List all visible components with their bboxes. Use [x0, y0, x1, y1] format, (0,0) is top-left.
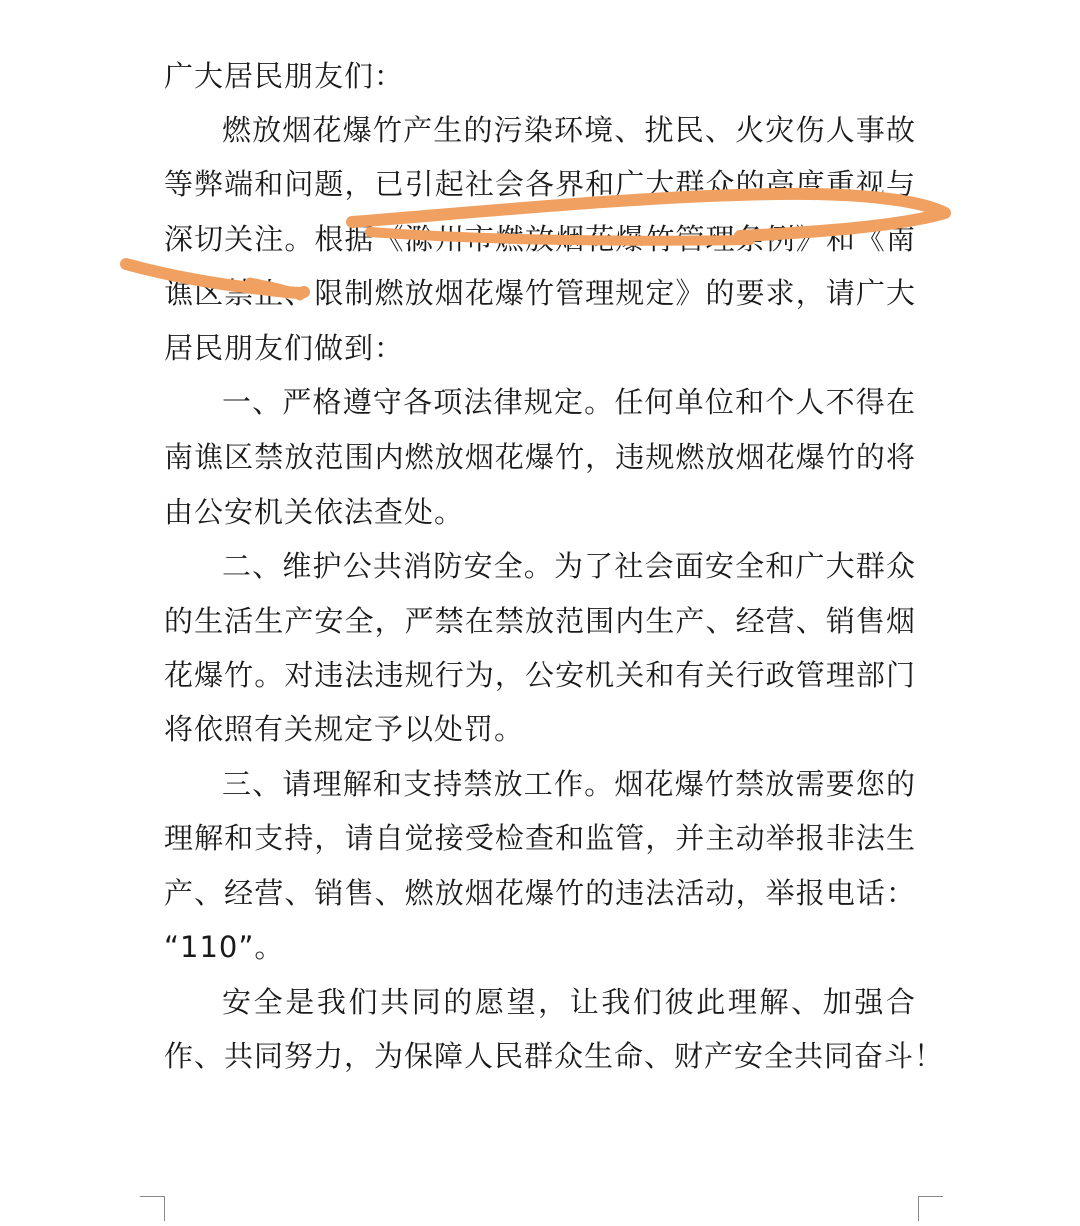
item-3-line-4: “110”。: [164, 930, 285, 964]
item-2-line-3: 花爆竹。对违法违规行为，公安机关和有关行政管理部门: [164, 658, 916, 692]
item-3-line-2: 理解和支持，请自觉接受检查和监管，并主动举报非法生: [164, 821, 916, 855]
item-2-line-4: 将依照有关规定予以处罚。: [164, 712, 525, 746]
paragraph-1-line-2: 等弊端和问题，已引起社会各界和广大群众的高度重视与: [164, 167, 916, 201]
paragraph-1-line-5: 居民朋友们做到：: [164, 331, 405, 365]
paragraph-1-line-1: 燃放烟花爆竹产生的污染环境、扰民、火灾伤人事故: [222, 113, 916, 147]
item-2-line-2: 的生活生产安全，严禁在禁放范围内生产、经营、销售烟: [164, 604, 916, 638]
paragraph-1-line-4: 谯区禁止、限制燃放烟花爆竹管理规定》的要求，请广大: [164, 276, 916, 310]
closing-line-1: 安全是我们共同的愿望，让我们彼此理解、加强合: [222, 985, 916, 1019]
paragraph-1-line-3: 深切关注。根据《滁州市燃放烟花爆竹管理条例》和《南: [164, 222, 916, 256]
salutation: 广大居民朋友们：: [164, 59, 405, 93]
item-1-line-3: 由公安机关依法查处。: [164, 495, 465, 529]
item-1-line-1: 一、严格遵守各项法律规定。任何单位和个人不得在: [222, 385, 916, 419]
page-corner-mark-left: [140, 1196, 165, 1221]
item-2-line-1: 二、维护公共消防安全。为了社会面安全和广大群众: [222, 549, 916, 583]
item-3-line-3: 产、经营、销售、燃放烟花爆竹的违法活动，举报电话：: [164, 876, 916, 910]
closing-line-2: 作、共同努力，为保障人民群众生命、财产安全共同奋斗！: [164, 1039, 945, 1073]
item-1-line-2: 南谯区禁放范围内燃放烟花爆竹，违规燃放烟花爆竹的将: [164, 440, 916, 474]
page-corner-mark-right: [918, 1196, 943, 1221]
item-3-line-1: 三、请理解和支持禁放工作。烟花爆竹禁放需要您的: [222, 767, 916, 801]
